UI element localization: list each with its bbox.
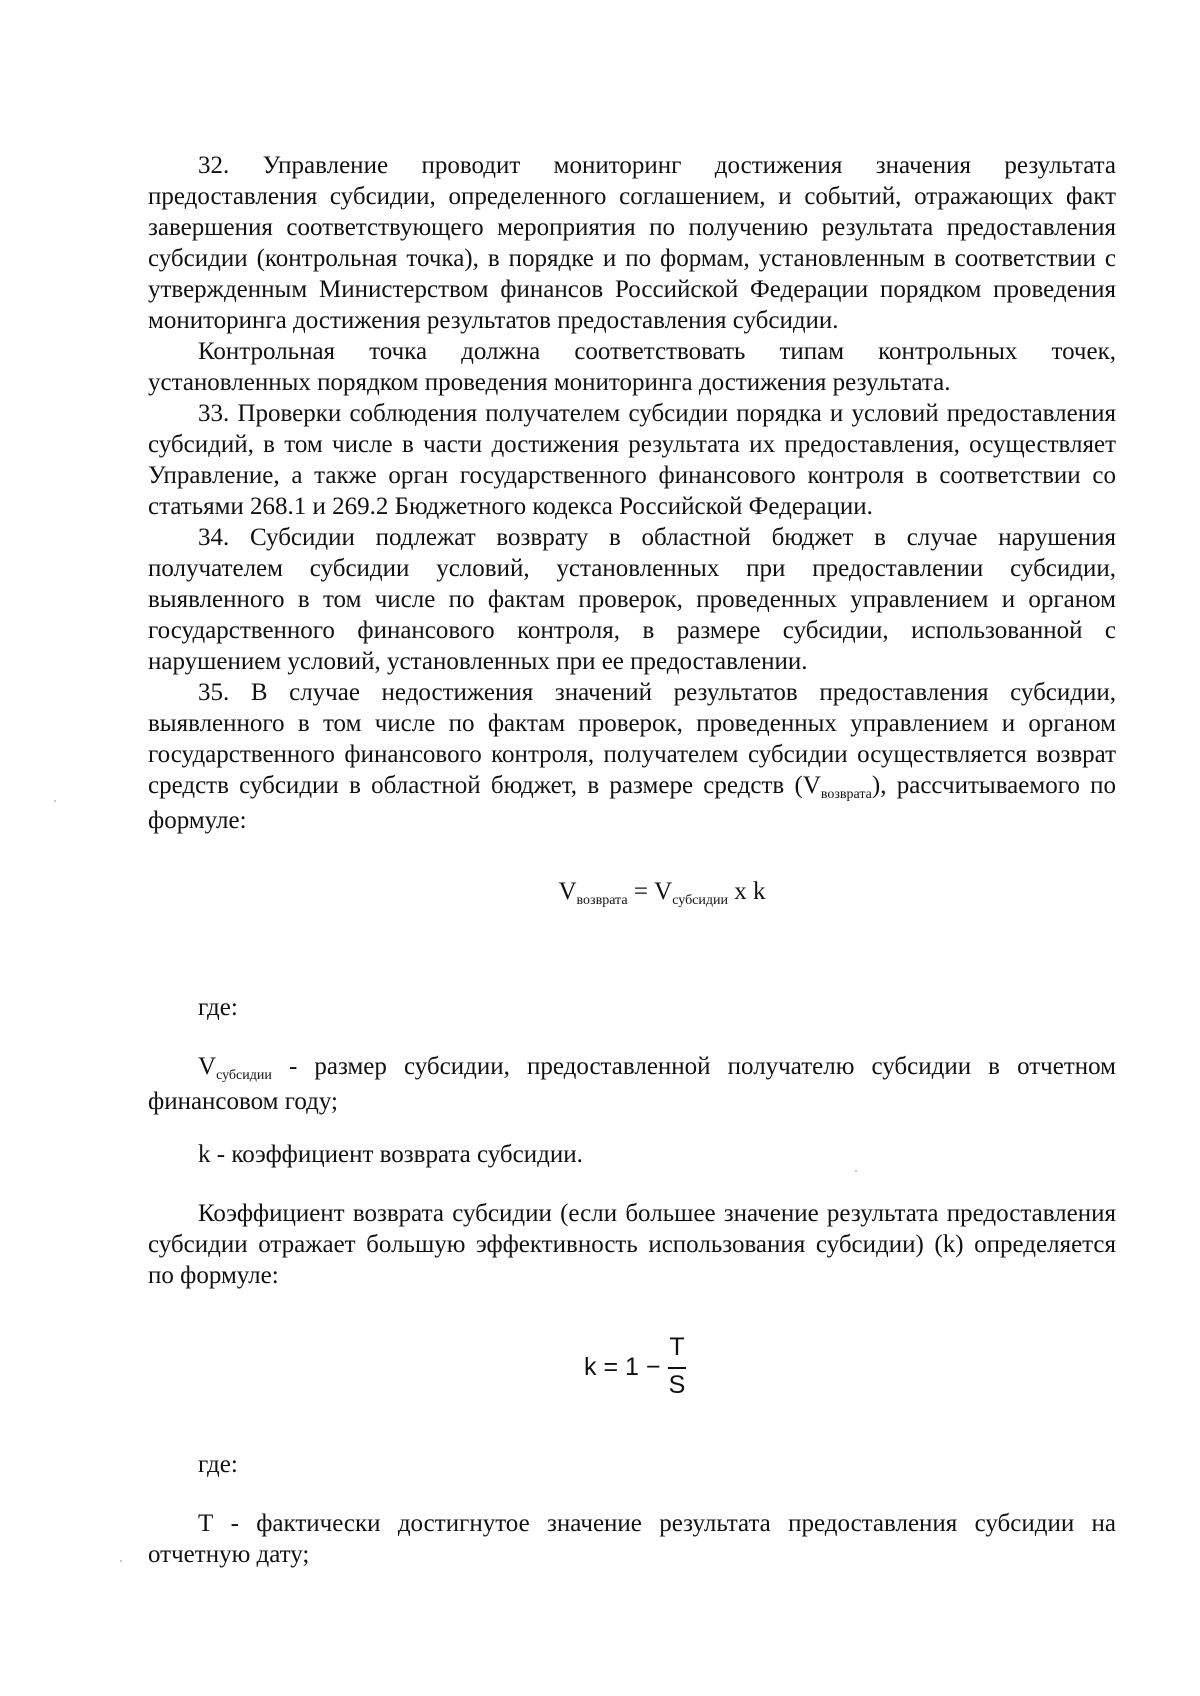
paragraph-35-tail: ), рассчитываемого по формуле: (148, 772, 1116, 834)
formula-return-sub: возврата (576, 893, 628, 908)
scan-speck (54, 800, 56, 802)
paragraph-coefficient: Коэффициент возврата субсидии (если большее значение результата предоставления субсидии отражает большую эффективность использования субсидии) (k) определяется по формуле: (148, 1200, 1116, 1289)
paragraph-32: 32. Управление проводит мониторинг достижения значения результата предоставления субсидии, определенного соглашением, и событий, отражающих факт завершения соответствующего мероприятия по получению результата предоставления субсидии (контрольная точка), в порядке и по формам, установленным в соответствии с утвержденным Министерством финансов Российской Федерации порядком проведения мониторинга достижения результатов предоставления субсидии. (148, 152, 1116, 334)
formula-return-v: V (558, 878, 577, 905)
formula-return-amount (148, 876, 1116, 922)
definition-k: k - коэффициент возврата субсидии. (198, 1141, 583, 1168)
formula-coefficient-lhs: k = 1 − (584, 1353, 661, 1381)
formula-return-tail: x k (728, 878, 766, 905)
scan-speck (120, 1560, 122, 1562)
formula-subsidy-sub: субсидии (672, 893, 728, 908)
scan-speck (855, 1170, 857, 1172)
paragraph-34: 34. Субсидии подлежат возврату в областной бюджет в случае нарушения получателем субсидии условий, установленных при предоставлении субсидии, выявленного в том числе по фактам проверок, проведенных управлением и органом государственного финансового контроля, в размере субсидии, использованной с нарушением условий, установленных при ее предоставлении. (148, 524, 1116, 675)
spacer (148, 1170, 1116, 1198)
paragraph-35-text: 35. В случае недостижения значений результатов предоставления субсидии, выявленного в том числе по фактам проверок, проведенных управлением и органом государственного финансового контроля, получателем субсидии осуществляется возврат средств субсидии в областной бюджет, в размере средств (V (148, 679, 1116, 799)
fraction-denominator: S (668, 1371, 686, 1399)
formula-coefficient-body (584, 1333, 704, 1403)
paragraph-33: 33. Проверки соблюдения получателем субсидии порядка и условий предоставления субсидий, в том числе в части достижения результата их предоставления, осуществляет Управление, а также орган государственного финансового контроля в соответствии со статьями 268.1 и 269.2 Бюджетного кодекса Российской Федерации. (148, 400, 1116, 520)
where-label-2: где: (198, 1451, 238, 1478)
definition-t: Т - фактически достигнутое значение результата предоставления субсидии на отчетную дату; (148, 1510, 1116, 1568)
formula-return-eq: = V (627, 878, 673, 905)
paragraph-35 (148, 677, 1116, 836)
formula-coefficient (148, 1333, 1116, 1403)
where-label-1: где: (198, 994, 238, 1021)
formula-fraction (668, 1333, 686, 1403)
spacer (148, 1117, 1116, 1139)
paragraph-35-subscript: возврата (820, 787, 872, 802)
fraction-bar (668, 1367, 686, 1369)
fraction-numerator: T (669, 1333, 685, 1361)
definition-v-sub: субсидии (216, 1068, 272, 1083)
definition-v-subsidy (148, 1051, 1116, 1117)
paragraph-control-point: Контрольная точка должна соответствовать типам контрольных точек, установленных порядком проведения мониторинга достижения результата. (148, 338, 1116, 396)
definition-v-symbol: V (198, 1053, 217, 1080)
document-body (148, 150, 1116, 1570)
definition-v-text: - размер субсидии, предоставленной получателю субсидии в отчетном финансовом году; (148, 1053, 1116, 1115)
